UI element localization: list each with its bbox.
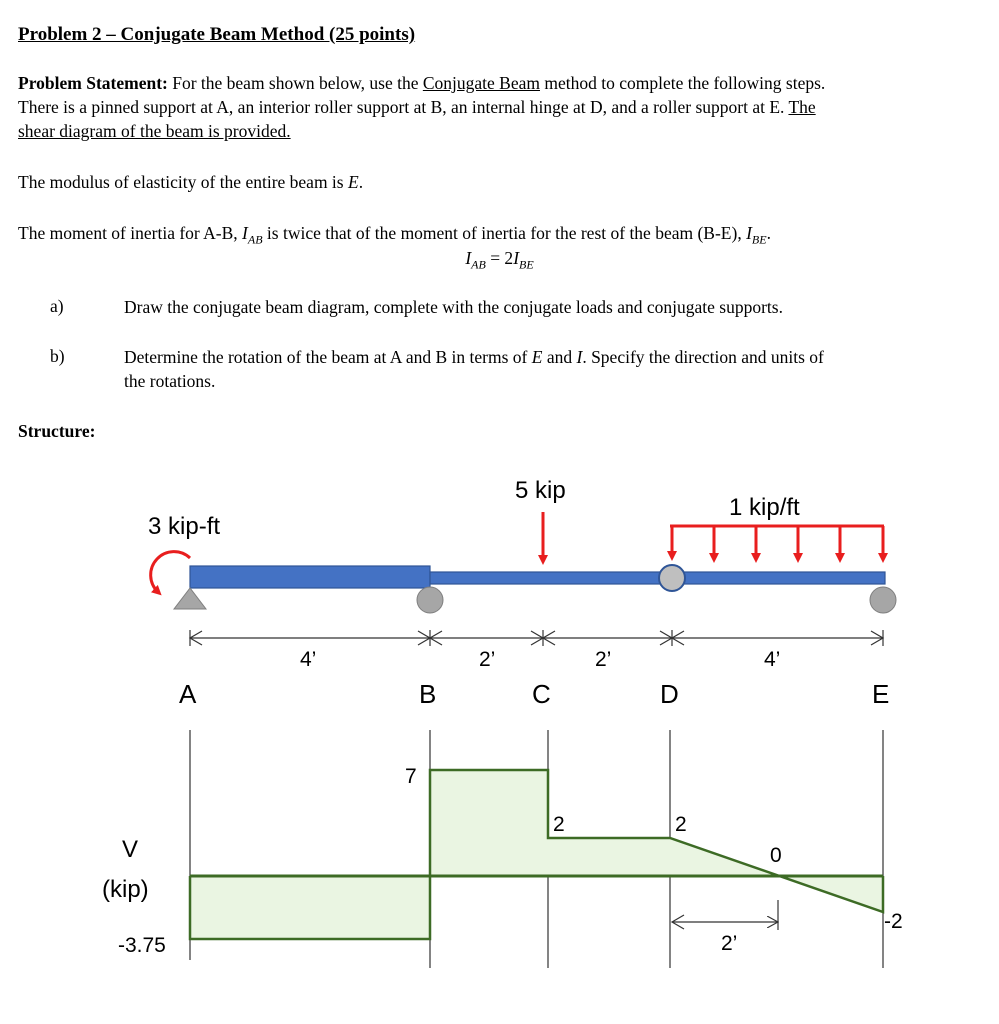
statement-text: For the beam shown below, use the — [167, 73, 423, 93]
dimension-bc: 2’ — [479, 648, 496, 671]
modulus-text: . — [358, 172, 364, 192]
equation-op: = 2 — [485, 248, 514, 268]
statement-label: Problem Statement: — [18, 73, 168, 93]
point-load-label: 5 kip — [515, 477, 566, 504]
shear-value-e: -2 — [884, 910, 903, 933]
point-label-e: E — [872, 679, 890, 709]
roller-support-e — [870, 587, 896, 613]
shear-region-ab — [190, 876, 430, 939]
statement-text: There is a pinned support at A, an interior roller support at B, an internal hinge at D, and a roller support at E. — [18, 97, 789, 117]
point-label-b: B — [419, 679, 437, 709]
roller-support-b — [417, 587, 443, 613]
dimension-ab: 4’ — [300, 648, 317, 671]
shear-value-b: 7 — [405, 765, 417, 788]
statement-line-3: shear diagram of the beam is provided. — [18, 121, 291, 141]
question-a-label: a) — [50, 296, 64, 316]
symbol-I: I — [242, 223, 248, 243]
shear-region-cd — [548, 838, 670, 876]
conjugate-beam-term: Conjugate Beam — [422, 73, 540, 93]
point-label-a: A — [179, 679, 197, 709]
zero-dim-label: 2’ — [721, 932, 738, 955]
beam-segment-ab — [190, 566, 430, 588]
statement-underlined: The — [788, 97, 816, 117]
subscript: AB — [247, 232, 263, 247]
subscript: BE — [751, 232, 767, 247]
distributed-load — [670, 526, 884, 558]
inertia-text: is twice that of the moment of inertia for the rest of the beam (B-E), — [262, 223, 747, 243]
page-title: Problem 2 – Conjugate Beam Method (25 points) — [18, 24, 416, 45]
shear-value-d: 2 — [675, 813, 687, 836]
internal-hinge-d — [659, 565, 685, 591]
moment-arrow — [151, 552, 190, 592]
modulus-text: The modulus of elasticity of the entire beam is — [18, 172, 348, 192]
shear-value-c: 2 — [553, 813, 565, 836]
structure-label: Structure: — [18, 421, 96, 441]
point-label-d: D — [660, 679, 679, 709]
subscript: BE — [519, 257, 534, 272]
dimension-line — [190, 630, 883, 646]
symbol-E: E — [347, 172, 359, 192]
question-b-label: b) — [50, 346, 65, 366]
pinned-support-a — [174, 588, 206, 609]
shear-zero-label: 0 — [770, 844, 782, 867]
symbol-I: I — [576, 347, 583, 367]
symbol-I: I — [513, 248, 520, 268]
inertia-text: . — [766, 223, 771, 243]
shear-value-a: -3.75 — [118, 934, 166, 957]
beam-segment-be — [430, 572, 885, 584]
shear-axis-label: V — [122, 836, 139, 863]
inertia-text: The moment of inertia for A-B, — [18, 223, 243, 243]
question-b-part: the rotations. — [124, 371, 216, 391]
symbol-I: I — [465, 248, 472, 268]
question-b-part: Determine the rotation of the beam at A and B in terms of — [124, 347, 532, 367]
point-label-c: C — [532, 679, 551, 709]
moment-label: 3 kip-ft — [148, 513, 221, 540]
symbol-I: I — [746, 223, 752, 243]
dimension-cd: 2’ — [595, 648, 612, 671]
question-b-part: and — [542, 347, 577, 367]
shear-region-bc — [430, 770, 548, 876]
distributed-load-label: 1 kip/ft — [729, 494, 800, 521]
symbol-E: E — [531, 347, 543, 367]
question-b-part: . Specify the direction and units of — [582, 347, 824, 367]
dimension-de: 4’ — [764, 648, 781, 671]
shear-unit-label: (kip) — [102, 876, 149, 903]
question-a-text: Draw the conjugate beam diagram, complete with the conjugate loads and conjugate supports. — [124, 297, 783, 317]
subscript: AB — [471, 257, 486, 272]
statement-text: method to complete the following steps. — [539, 73, 826, 93]
